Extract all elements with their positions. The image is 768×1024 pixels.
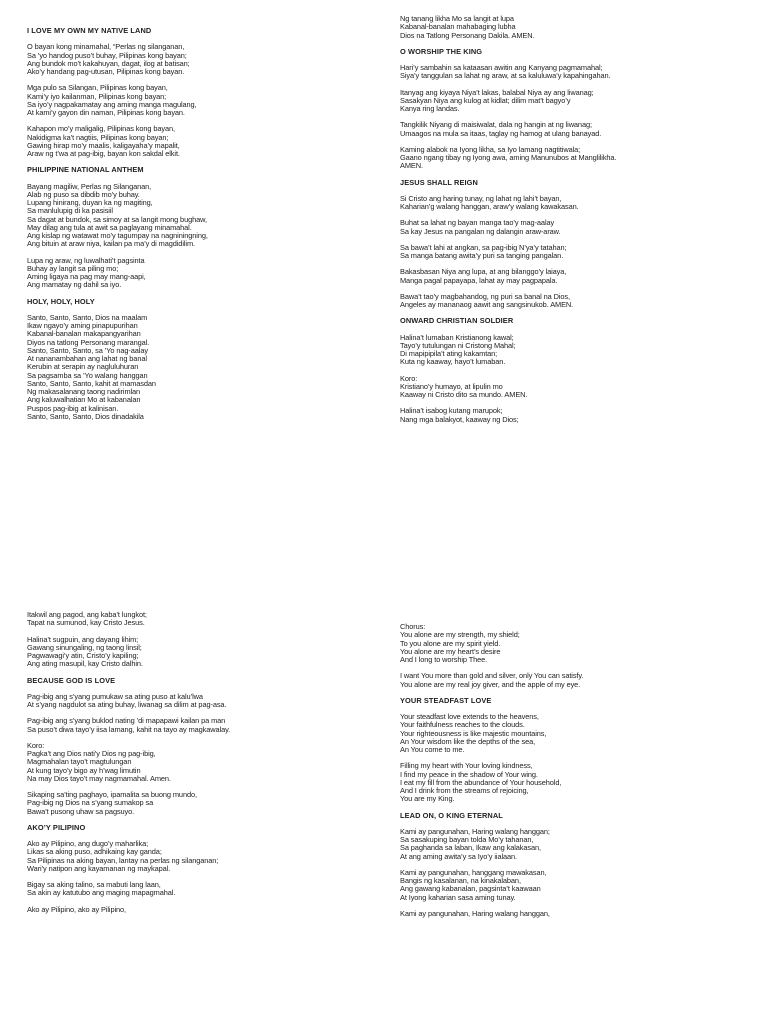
lyric-line: At nananambahan ang lahat ng banal (27, 354, 147, 363)
lyric-line: Ng tanang likha Mo sa langit at lupa (400, 15, 514, 23)
stanza (400, 268, 766, 285)
lyric-line: At kung tayo’y bigo ay h’wag limutin (27, 765, 141, 775)
lyric-line: Tangkilik Niyang di maisiwalat, dala ng hangin at ng liwanag; (400, 120, 592, 130)
lyric-line: Kahapon mo’y maligalig, Pilipinas kong bayan, (27, 124, 175, 134)
lyric-line: Gawang sinungaling, ng taong linsil; (27, 642, 142, 652)
lyric-line: Halina’t lumaban Kristianong kawal; (400, 332, 514, 342)
lyric-line: Sa akin ay katutubo ang maging mapagmahal. (27, 888, 176, 898)
lyric-line: Pagwawagi’y atin, Cristo’y kapiling; (27, 651, 139, 660)
stanza (27, 791, 393, 816)
lyric-line: To you alone are my spirit yield. (400, 638, 501, 648)
column-top-left (27, 27, 393, 421)
lyric-line: Bawa’t pusong uhaw sa pagsuyo. (27, 806, 135, 816)
lyric-line: I eat my fill from the abundance of Your household, (400, 777, 562, 787)
lyric-line: Wari’y natipon ang kayamanan ng maykapal. (27, 863, 171, 873)
stanza (400, 64, 766, 81)
lyric-line: Itakwil ang pagod, ang kaba’t lungkot; (27, 611, 147, 619)
song-section (400, 179, 766, 310)
song-section (400, 317, 766, 424)
stanza (27, 43, 393, 76)
song-section (400, 623, 766, 689)
lyric-line: AMEN. (400, 161, 423, 171)
lyric-line: Chorus: (400, 623, 426, 631)
lyric-line: Kaming alabok na Iyong likha, sa Iyo lamang nagtitiwala; (400, 144, 581, 154)
lyric-line: Bawa’t tao’y magbahandog, ng puri sa banal na Dios, (400, 291, 570, 301)
lyric-line: Ikaw ngayo’y aming pinapupurihan (27, 321, 138, 330)
lyric-line: Araw ng t’wa at pag-ibig, bayan kon sakdal elkit. (27, 149, 180, 158)
lyric-line: O bayan kong minamahal, “Perlas ng silanganan, (27, 42, 185, 52)
stanza (27, 636, 393, 669)
lyric-line: Angeles ay mananaog aawit ang sangsinukob. AMEN. (400, 300, 574, 309)
lyric-line: Bayang magiliw, Perlas ng Silanganan, (27, 181, 152, 191)
lyric-line: Tayo’y tutulungan ni Cristong Mahal; (400, 340, 516, 350)
lyric-line: Kaaway ni Cristo dito sa mundo. AMEN. (400, 390, 528, 399)
song-title: ONWARD CHRISTIAN SOLDIER (400, 316, 514, 326)
lyric-line: Halina’t sugpuin, ang dayang lihim; (27, 634, 139, 644)
lyric-line: Kami ay pangunahan, Haring walang hanggan, (400, 908, 550, 918)
song-section (27, 677, 393, 816)
song-title: LEAD ON, O KING ETERNAL (400, 810, 503, 820)
song-title: HOLY, HOLY, HOLY (27, 296, 95, 306)
lyric-line: Ako ay Pilipino, ang dugo’y maharlika; (27, 839, 149, 848)
lyric-line: Sa pagsamba sa ’Yo walang hanggan (27, 370, 148, 380)
lyric-line: At Iyong kaharian sasa aming tunay. (400, 892, 516, 902)
stanza (27, 611, 393, 628)
song-title: I LOVE MY OWN MY NATIVE LAND (27, 27, 152, 35)
lyric-line: You alone are my strength, my shield; (400, 630, 520, 640)
lyric-line: Santo, Santo, Santo, Dios na maalam (27, 312, 148, 322)
stanza (400, 828, 766, 861)
lyric-line: Puspos pag-ibig at kalinisan. (27, 403, 119, 413)
song-section (400, 812, 766, 919)
stanza (27, 742, 393, 783)
lyric-line: Sa sasakuping bayan tolda Mo’y tahanan, (400, 835, 534, 844)
lyric-line: Your steadfast love extends to the heavens, (400, 712, 539, 721)
lyric-line: Sa bawa’t lahi at angkan, sa pag-ibig N’ya’y tatahan; (400, 242, 567, 252)
lyric-line: Buhay ay langit sa piling mo; (27, 263, 119, 273)
lyric-line: Si Cristo ang haring tunay, ng lahat ng lahi’t bayan, (400, 193, 562, 203)
lyric-line: Sa manga batang awita’y puri sa tanging pangalan. (400, 251, 564, 260)
song-section (400, 48, 766, 171)
lyric-line: Sasakyan Niya ang kulog at kidlat; dilim mat’t bagyo’y (400, 95, 571, 105)
stanza (27, 906, 393, 914)
lyric-line: Ang gawang kabanalan, pagsinta’t kaawaan (400, 884, 541, 894)
stanza (400, 121, 766, 138)
song-section (400, 15, 766, 40)
lyric-line: Halina’t isabog kutang marupok; (400, 406, 503, 416)
song-section (27, 27, 393, 158)
lyric-line: Your faithfulness reaches to the clouds. (400, 720, 525, 730)
lyric-line: Kaharian’g walang hanggan, araw’y walang kawakasan. (400, 202, 579, 211)
lyric-line: Sa puso’t diwa tayo’y iisa lamang, kahit na tayo ay magkawalay. (27, 724, 231, 734)
lyric-line: An Your wisdom like the depths of the sea, (400, 736, 536, 746)
lyric-line: Sikaping sa’ting paghayo, ipamalita sa buong mundo, (27, 790, 197, 799)
stanza (400, 334, 766, 367)
lyric-line: Ang ating masupil, kay Cristo dalhin. (27, 659, 143, 669)
stanza (27, 717, 393, 734)
song-section (27, 298, 393, 422)
song-title: AKO’Y PILIPINO (27, 822, 86, 832)
lyric-line: Sa manlulupig di ka pasisiil (27, 206, 113, 216)
lyric-line: You alone are my heart’s desire (400, 646, 501, 656)
lyric-line: An You come to me. (400, 745, 465, 754)
stanza (400, 375, 766, 400)
lyric-line: Ang kislap ng watawat mo’y tagumpay na nagniningning, (27, 231, 208, 240)
lyric-line: Sa paghanda sa laban, Ikaw ang kalakasan, (400, 843, 541, 853)
stanza (400, 146, 766, 171)
stanza (400, 219, 766, 236)
lyric-line: Sa Pilipinas na aking bayan, lantay na perlas ng silanganan; (27, 855, 219, 865)
stanza (400, 713, 766, 754)
lyric-line: Gawing hirap mo’y maalis, kaligayaha’y mapalit, (27, 140, 180, 150)
stanza (27, 881, 393, 898)
stanza (27, 840, 393, 873)
column-bottom-right (400, 623, 766, 918)
lyric-line: Ang bundok mo’t kakahuyan, dagat, ilog at batisan; (27, 58, 190, 68)
song-section (27, 611, 393, 669)
lyric-line: Diyos na tatlong Personang marangal. (27, 337, 150, 347)
lyric-line: Kami ay pangunahan, Haring walang hanggan; (400, 826, 550, 836)
stanza (400, 623, 766, 664)
stanza (27, 693, 393, 710)
lyric-line: Pagka’t ang Dios nati’y Dios ng pag-ibig, (27, 749, 156, 758)
stanza (400, 293, 766, 310)
column-bottom-left (27, 611, 393, 914)
lyric-line: Bakasbasan Niya ang lupa, at ang bilanggo’y laiaya, (400, 267, 567, 277)
stanza (27, 314, 393, 421)
lyric-line: Pag-ibig ng Dios na s’yang sumakop sa (27, 798, 154, 808)
lyric-line: Ang bituin at araw niya, kailan pa ma’y di magdidilim. (27, 239, 195, 249)
lyric-line: Tapat na sumunod, kay Cristo Jesus. (27, 618, 145, 628)
lyric-line: Ang kaluwalhatian Mo at kabanalan (27, 395, 141, 405)
column-top-right (400, 15, 766, 424)
lyric-line: Buhat sa lahat ng bayan manga tao’y mag-aalay (400, 218, 555, 228)
lyric-line: Bangis ng kasalanan, na kinakalaban, (400, 876, 521, 885)
lyric-line: Ang mamatay ng dahil sa iyo. (27, 280, 122, 290)
lyric-line: Bigay sa aking talino, sa mabuti lang laan, (27, 880, 161, 889)
lyric-line: Nakidigma ka’t nagtiis, Pilipinas kong bayan; (27, 132, 169, 142)
lyric-line: Ako ay Pilipino, ako ay Pilipino, (27, 904, 126, 914)
lyric-line: At kami’y gayon din naman, Pilipinas kong bayan. (27, 108, 185, 117)
stanza (400, 910, 766, 918)
lyric-line: Siya’y tanggulan sa lahat ng araw, at sa kaluluwa’y kapahingahan. (400, 71, 611, 81)
lyric-line: Filling my heart with Your loving kindness, (400, 761, 533, 771)
lyric-line: Kuta ng kaaway, hayo’t lumaban. (400, 357, 506, 367)
lyric-line: Koro: (400, 373, 418, 383)
lyric-line: Sa iyo’y nagpakamatay ang aming manga magulang, (27, 99, 197, 109)
lyric-line: Santo, Santo, Santo, Dios dinadakila (27, 411, 144, 421)
song-section (400, 697, 766, 804)
lyric-line: Ng makasalanang taong nadirimlan (27, 387, 141, 396)
lyric-line: And I long to worship Thee. (400, 655, 488, 664)
lyric-line: You alone are my real joy giver, and the apple of my eye. (400, 679, 581, 689)
lyric-line: Itanyag ang kiyaya Niya’t lakas, balabal Niya ay ang liwanag; (400, 87, 594, 97)
lyric-line: Aming ligaya na pag may mang-aapi, (27, 272, 146, 281)
lyric-line: Ako’y handang pag-utusan, Pilipinas kong bayan. (27, 67, 185, 76)
stanza (400, 407, 766, 424)
lyric-line: Na may Dios tayo’t may nagmamahal. Amen. (27, 773, 171, 783)
lyric-line: And I drink from the streams of rejoicing, (400, 786, 529, 795)
lyric-line: Kanya ring landas. (400, 104, 460, 113)
stanza (400, 672, 766, 689)
lyric-line: Nang mga balakyot, kaaway ng Dios; (400, 414, 519, 424)
lyric-line: Gaano ngang tibay ng Iyong awa, aming Manunubos at Manglilikha. (400, 153, 617, 162)
lyric-line: At ang aming awita’y sa Iyo’y iialaan. (400, 851, 517, 861)
lyric-line: Magmahalan tayo’t magtulungan (27, 757, 132, 767)
lyric-line: Di mapipipila’t ating kakamtan; (400, 349, 498, 358)
lyric-line: Santo, Santo, Santo, kahit at mamasdan (27, 378, 156, 388)
lyric-line: Pag-ibig ang s’yang buklod nating ’di mapapawi kailan pa man (27, 716, 226, 726)
lyric-line: I want You more than gold and silver, only You can satisfy. (400, 671, 584, 681)
stanza (400, 15, 766, 40)
song-section (27, 824, 393, 914)
lyric-line: Likas sa aking puso, adhikaing kay ganda; (27, 847, 162, 857)
lyric-line: Koro: (27, 740, 45, 750)
stanza (400, 762, 766, 803)
song-title: PHILIPPINE NATIONAL ANTHEM (27, 165, 144, 175)
lyric-line: Mga pulo sa Silangan, Pilipinas kong bayan, (27, 83, 168, 93)
lyric-line: Manga pagal papayapa, lahat ay may pagpapala. (400, 275, 558, 285)
lyric-line: Kami’y iyo kailanman, Pilipinas kong bayan; (27, 91, 167, 101)
lyric-line: May dilag ang tula at awit sa paglayang minamahal. (27, 222, 192, 232)
song-title: O WORSHIP THE KING (400, 46, 483, 56)
lyric-line: Lupa ng araw, ng luwalhati’t pagsinta (27, 255, 145, 265)
lyric-line: Kristiano’y humayo, at lipulin mo (400, 381, 503, 391)
lyric-line: Dios na Tatlong Personang Dakila. AMEN. (400, 30, 535, 40)
song-title: BECAUSE GOD IS LOVE (27, 675, 116, 685)
stanza (27, 84, 393, 117)
song-section (27, 166, 393, 289)
stanza (400, 869, 766, 902)
lyric-line: Sa kay Jesus na pangalan ng dalangin araw-araw. (400, 226, 561, 236)
lyric-line: Umaagos na mula sa itaas, taglay ng hamog at ulang banayad. (400, 128, 602, 138)
stanza (400, 89, 766, 114)
lyric-line: Kabanal-banalan makapangyarihan (27, 329, 141, 339)
lyric-line: Santo, Santo, Santo, sa ’Yo nag-aalay (27, 345, 148, 355)
lyric-line: Lupang hinirang, duyan ka ng magiting, (27, 198, 153, 207)
lyric-line: You are my King. (400, 794, 455, 804)
lyric-line: Your righteousness is like majestic mountains, (400, 728, 547, 738)
stanza (27, 183, 393, 249)
song-title: YOUR STEADFAST LOVE (400, 695, 492, 705)
lyric-line: I find my peace in the shadow of Your wing. (400, 769, 538, 779)
lyric-line: Kami ay pangunahan, hanggang mawakasan, (400, 867, 547, 877)
stanza (400, 195, 766, 212)
lyric-line: Sa dagat at bundok, sa simoy at sa langit mong bughaw, (27, 214, 207, 224)
song-title: JESUS SHALL REIGN (400, 177, 478, 187)
lyric-line: Kabanal-banalan mahabaging lubha (400, 22, 516, 32)
stanza (400, 244, 766, 261)
stanza (27, 125, 393, 158)
lyric-line: Sa ’yo handog puso’t buhay, Pilipinas kong bayan; (27, 50, 187, 60)
lyric-line: Kerubin at serapin ay nagluluhuran (27, 362, 139, 372)
lyric-line: Pag-ibig ang s’yang pumukaw sa ating puso at kalu’lwa (27, 691, 203, 701)
lyric-line: At s’yang nagdulot sa ating buhay, liwanag sa dilim at pag-asa. (27, 700, 227, 709)
lyric-line: Hari’y sambahin sa kataasan awitin ang Kanyang pagmamahal; (400, 63, 603, 72)
lyric-line: Alab ng puso sa dibdib mo’y buhay. (27, 189, 140, 199)
stanza (27, 257, 393, 290)
